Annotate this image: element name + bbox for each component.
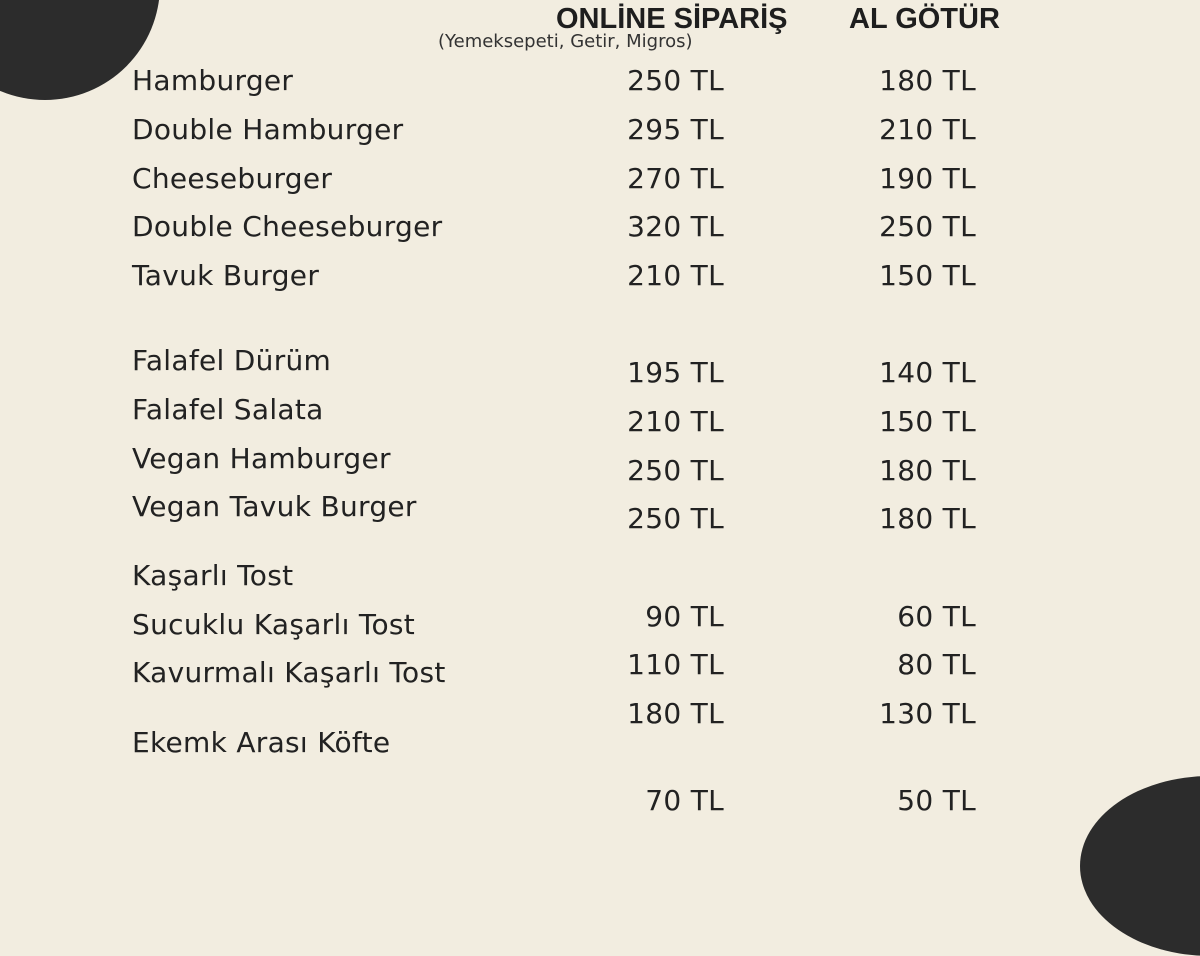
- takeaway-price: 190 TL: [879, 162, 976, 195]
- header-online-platforms: (Yemeksepeti, Getir, Migros): [438, 31, 693, 52]
- menu-item-name: Vegan Hamburger: [132, 442, 391, 475]
- takeaway-price: 180 TL: [879, 64, 976, 97]
- online-price: 320 TL: [627, 210, 724, 243]
- online-price: 90 TL: [645, 600, 724, 633]
- online-price: 110 TL: [627, 648, 724, 681]
- takeaway-price: 50 TL: [897, 784, 976, 817]
- menu-item-name: Tavuk Burger: [132, 259, 320, 292]
- takeaway-price: 180 TL: [879, 454, 976, 487]
- online-price: 250 TL: [627, 502, 724, 535]
- menu-item-name: Double Hamburger: [132, 113, 404, 146]
- menu-item-name: Cheeseburger: [132, 162, 333, 195]
- menu-item-name: Ekemk Arası Köfte: [132, 726, 391, 759]
- menu-item-name: Falafel Salata: [132, 393, 324, 426]
- online-price: 210 TL: [627, 405, 724, 438]
- takeaway-price: 150 TL: [879, 259, 976, 292]
- online-price: 210 TL: [627, 259, 724, 292]
- menu-item-name: Double Cheeseburger: [132, 210, 443, 243]
- takeaway-price: 80 TL: [897, 648, 976, 681]
- online-price: 250 TL: [627, 454, 724, 487]
- header-online-order: ONLİNE SİPARİŞ: [556, 3, 788, 35]
- online-price: 180 TL: [627, 697, 724, 730]
- takeaway-price: 130 TL: [879, 697, 976, 730]
- menu-item-name: Kavurmalı Kaşarlı Tost: [132, 656, 446, 689]
- menu-item-name: Vegan Tavuk Burger: [132, 490, 417, 523]
- takeaway-price: 210 TL: [879, 113, 976, 146]
- online-price: 250 TL: [627, 64, 724, 97]
- menu-item-name: Hamburger: [132, 64, 294, 97]
- online-price: 295 TL: [627, 113, 724, 146]
- online-price: 195 TL: [627, 356, 724, 389]
- header-takeaway: AL GÖTÜR: [849, 3, 1000, 35]
- online-price: 270 TL: [627, 162, 724, 195]
- online-price: 70 TL: [645, 784, 724, 817]
- takeaway-price: 150 TL: [879, 405, 976, 438]
- takeaway-price: 140 TL: [879, 356, 976, 389]
- decorative-blob-bottom-right: [1080, 776, 1200, 956]
- takeaway-price: 250 TL: [879, 210, 976, 243]
- menu-item-name: Sucuklu Kaşarlı Tost: [132, 608, 416, 641]
- menu-item-name: Kaşarlı Tost: [132, 559, 294, 592]
- takeaway-price: 60 TL: [897, 600, 976, 633]
- menu-item-name: Falafel Dürüm: [132, 344, 332, 377]
- takeaway-price: 180 TL: [879, 502, 976, 535]
